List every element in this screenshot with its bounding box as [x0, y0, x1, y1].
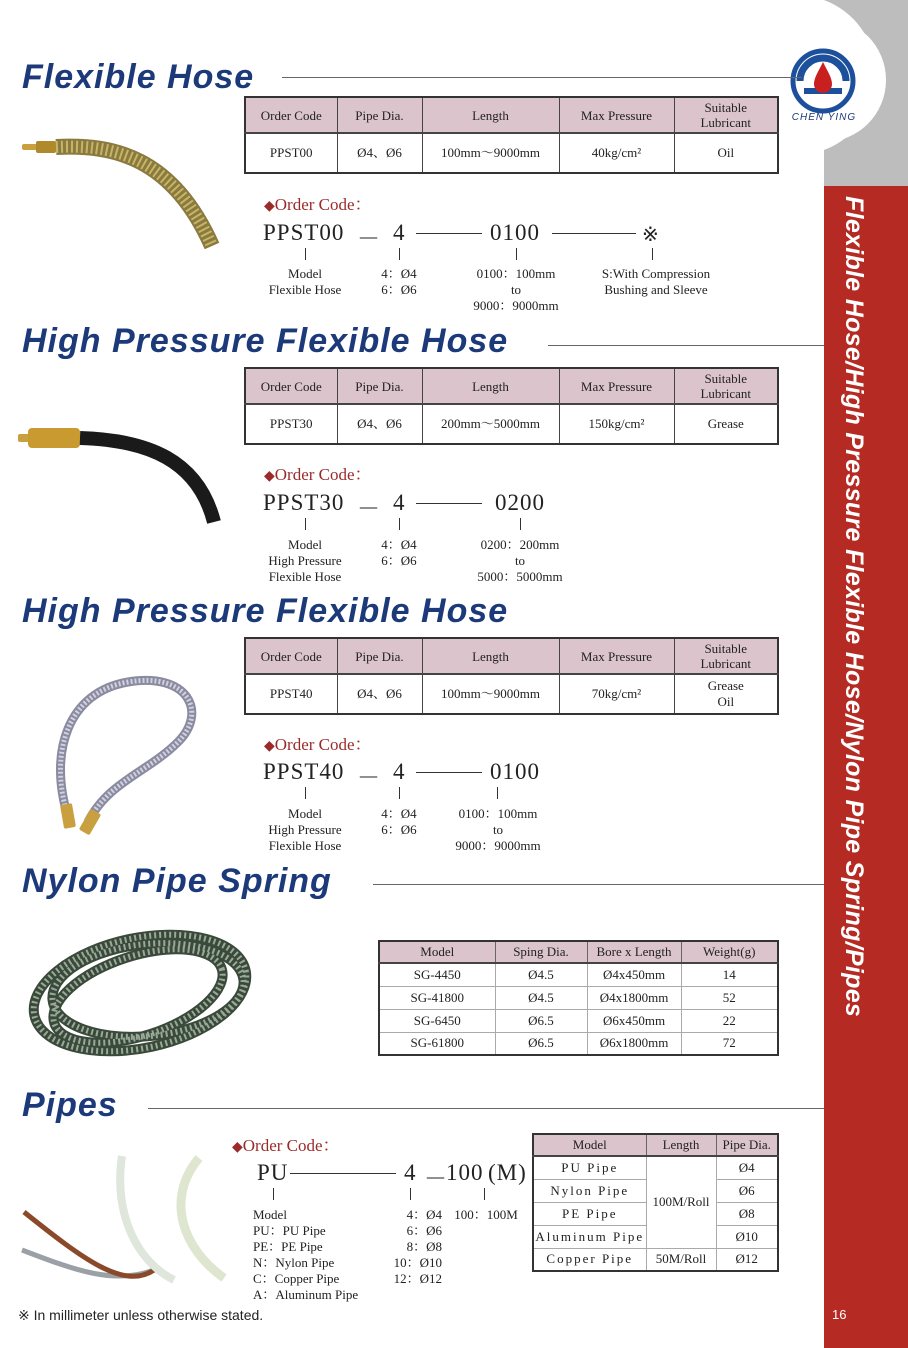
cell: 200mm～5000mm	[422, 404, 559, 444]
code-length: 0200	[495, 490, 545, 515]
cell: 40kg/cm²	[559, 133, 674, 173]
high-pressure-hose-image	[18, 420, 223, 530]
tick	[305, 248, 306, 260]
order-code-label: ◆Order Code：	[232, 1136, 340, 1155]
diamond-icon: ◆	[264, 739, 275, 754]
legend-model: Model High Pressure Flexible Hose	[268, 806, 342, 853]
legend-length: 0100：100mm to 9000：9000mm	[473, 266, 559, 313]
header-max-pressure: Max Pressure	[559, 638, 674, 674]
section-title-nylon-pipe-spring: Nylon Pipe Spring	[22, 862, 332, 900]
cell: PPST30	[245, 404, 337, 444]
section-title-flexible-hose: Flexible Hose	[22, 58, 255, 96]
header-order-code: Order Code	[245, 97, 337, 133]
connector-line	[416, 233, 482, 234]
section-title-high-pressure-hose-2: High Pressure Flexible Hose	[22, 592, 509, 630]
header-model: Model	[533, 1134, 646, 1156]
code-dash: －	[357, 496, 381, 521]
table-row: SG-41800 Ø4.5 Ø4x1800mm 52	[379, 986, 778, 1009]
cell: 70kg/cm²	[559, 674, 674, 714]
connector-line	[290, 1173, 396, 1174]
cell: Grease Oil	[674, 674, 778, 714]
code-dash: －	[424, 1166, 448, 1191]
tick	[399, 787, 400, 799]
legend-model: Model Flexible Hose	[268, 266, 342, 297]
spec-table-ppst30	[244, 367, 779, 445]
tick	[410, 1188, 411, 1200]
tick	[484, 1188, 485, 1200]
code-dash: －	[357, 226, 381, 251]
diamond-icon: ◆	[264, 199, 275, 214]
spiral-hose-image	[48, 672, 218, 837]
legend-suffix: S:With Compression Bushing and Sleeve	[601, 266, 711, 297]
code-model: PU	[257, 1160, 289, 1185]
legend-model: Model High Pressure Flexible Hose	[268, 537, 342, 584]
header-bore-length: Bore x Length	[587, 941, 681, 963]
order-code-label: ◆Order Code：	[264, 195, 372, 214]
code-unit: (M)	[488, 1160, 527, 1185]
spring-table	[378, 940, 779, 1056]
header-max-pressure: Max Pressure	[559, 368, 674, 404]
header-length: Length	[422, 638, 559, 674]
header-max-pressure: Max Pressure	[559, 97, 674, 133]
section-rule	[148, 1108, 824, 1109]
code-model: PPST00	[263, 220, 345, 245]
spec-table-ppst40	[244, 637, 779, 715]
tick	[520, 518, 521, 530]
tick	[399, 248, 400, 260]
chen-ying-logo-icon	[790, 48, 856, 114]
pipes-table	[532, 1133, 779, 1272]
header-length: Length	[422, 97, 559, 133]
pipes-image	[14, 1150, 234, 1290]
cell: Oil	[674, 133, 778, 173]
tick	[399, 518, 400, 530]
cell: PPST40	[245, 674, 337, 714]
legend-dia: 4：Ø4 6：Ø6	[381, 266, 417, 297]
diamond-icon: ◆	[264, 469, 275, 484]
header-length: Length	[422, 368, 559, 404]
code-length: 0100	[490, 759, 540, 784]
section-rule	[373, 884, 824, 885]
tick	[516, 248, 517, 260]
tick	[273, 1188, 274, 1200]
page-number: 16	[832, 1307, 847, 1322]
cell: Ø4、Ø6	[337, 133, 422, 173]
legend-model: Model PU：PU Pipe PE：PE Pipe N：Nylon Pipe C：Copper Pipe A：Aluminum Pipe	[253, 1207, 359, 1302]
header-pipe-dia: Pipe Dia.	[337, 97, 422, 133]
cell: 150kg/cm²	[559, 404, 674, 444]
connector-line	[416, 772, 482, 773]
code-dash: －	[357, 765, 381, 790]
table-row: Nylon Pipe Ø6	[533, 1179, 778, 1202]
header-lubricant: Suitable Lubricant	[674, 638, 778, 674]
footnote: ※ In millimeter unless otherwise stated.	[18, 1307, 264, 1323]
tick	[497, 787, 498, 799]
flexible-hose-image	[22, 136, 222, 256]
code-length: 0100	[490, 220, 540, 245]
tick	[305, 787, 306, 799]
order-code-label: ◆Order Code：	[264, 735, 372, 754]
header-lubricant: Suitable Lubricant	[674, 368, 778, 404]
order-code-label: ◆Order Code：	[264, 465, 372, 484]
legend-length: 100：100M	[454, 1207, 518, 1222]
header-order-code: Order Code	[245, 638, 337, 674]
cell: Ø4、Ø6	[337, 674, 422, 714]
connector-line	[552, 233, 636, 234]
section-title-pipes: Pipes	[22, 1086, 118, 1124]
header-pipe-dia: Pipe Dia.	[337, 368, 422, 404]
section-rule	[548, 345, 824, 346]
header-pipe-dia: Pipe Dia.	[337, 638, 422, 674]
code-dia: 4	[393, 759, 406, 784]
table-row	[245, 404, 778, 444]
table-row: Copper Pipe 50M/Roll Ø12	[533, 1248, 778, 1271]
legend-length: 0200：200mm to 5000：5000mm	[477, 537, 563, 584]
connector-line	[416, 503, 482, 504]
legend-length: 0100：100mm to 9000：9000mm	[455, 806, 541, 853]
header-spring-dia: Sping Dia.	[495, 941, 587, 963]
legend-dia: 4：Ø4 6：Ø6 8：Ø8 10：Ø10 12：Ø12	[393, 1207, 442, 1286]
table-row: PU Pipe 100M/Roll Ø4	[533, 1156, 778, 1179]
tick	[652, 248, 653, 260]
table-row	[245, 133, 778, 173]
code-model: PPST40	[263, 759, 345, 784]
code-dia: 4	[393, 490, 406, 515]
header-lubricant: Suitable Lubricant	[674, 97, 778, 133]
table-row: Aluminum Pipe Ø10	[533, 1225, 778, 1248]
legend-dia: 4：Ø4 6：Ø6	[381, 537, 417, 568]
nylon-pipe-spring-image	[20, 918, 268, 1068]
cell: Grease	[674, 404, 778, 444]
table-row	[245, 674, 778, 714]
spec-table-ppst00	[244, 96, 779, 174]
header-order-code: Order Code	[245, 368, 337, 404]
header-pipe-dia: Pipe Dia.	[716, 1134, 778, 1156]
logo-text: CHEN YING	[791, 112, 857, 123]
section-rule	[282, 77, 802, 78]
header-model: Model	[379, 941, 495, 963]
table-row: SG-4450 Ø4.5 Ø4x450mm 14	[379, 963, 778, 986]
code-dia: 4	[393, 220, 406, 245]
code-dia: 4	[404, 1160, 417, 1185]
diamond-icon: ◆	[232, 1140, 243, 1155]
code-model: PPST30	[263, 490, 345, 515]
legend-dia: 4：Ø4 6：Ø6	[381, 806, 417, 837]
cell: 100mm～9000mm	[422, 133, 559, 173]
code-length: 100	[446, 1160, 484, 1185]
cell: 100mm～9000mm	[422, 674, 559, 714]
tick	[305, 518, 306, 530]
table-row: SG-6450 Ø6.5 Ø6x450mm 22	[379, 1009, 778, 1032]
code-suffix: ※	[642, 224, 660, 246]
table-row: SG-61800 Ø6.5 Ø6x1800mm 72	[379, 1032, 778, 1055]
section-title-high-pressure-hose: High Pressure Flexible Hose	[22, 322, 509, 360]
header-length: Length	[646, 1134, 716, 1156]
cell: PPST00	[245, 133, 337, 173]
header-weight: Weight(g)	[681, 941, 778, 963]
side-title: Flexible Hose/High Pressure Flexible Hose/Nylon Pipe Spring/Pipes	[840, 196, 868, 1018]
cell: Ø4、Ø6	[337, 404, 422, 444]
table-row: PE Pipe Ø8	[533, 1202, 778, 1225]
